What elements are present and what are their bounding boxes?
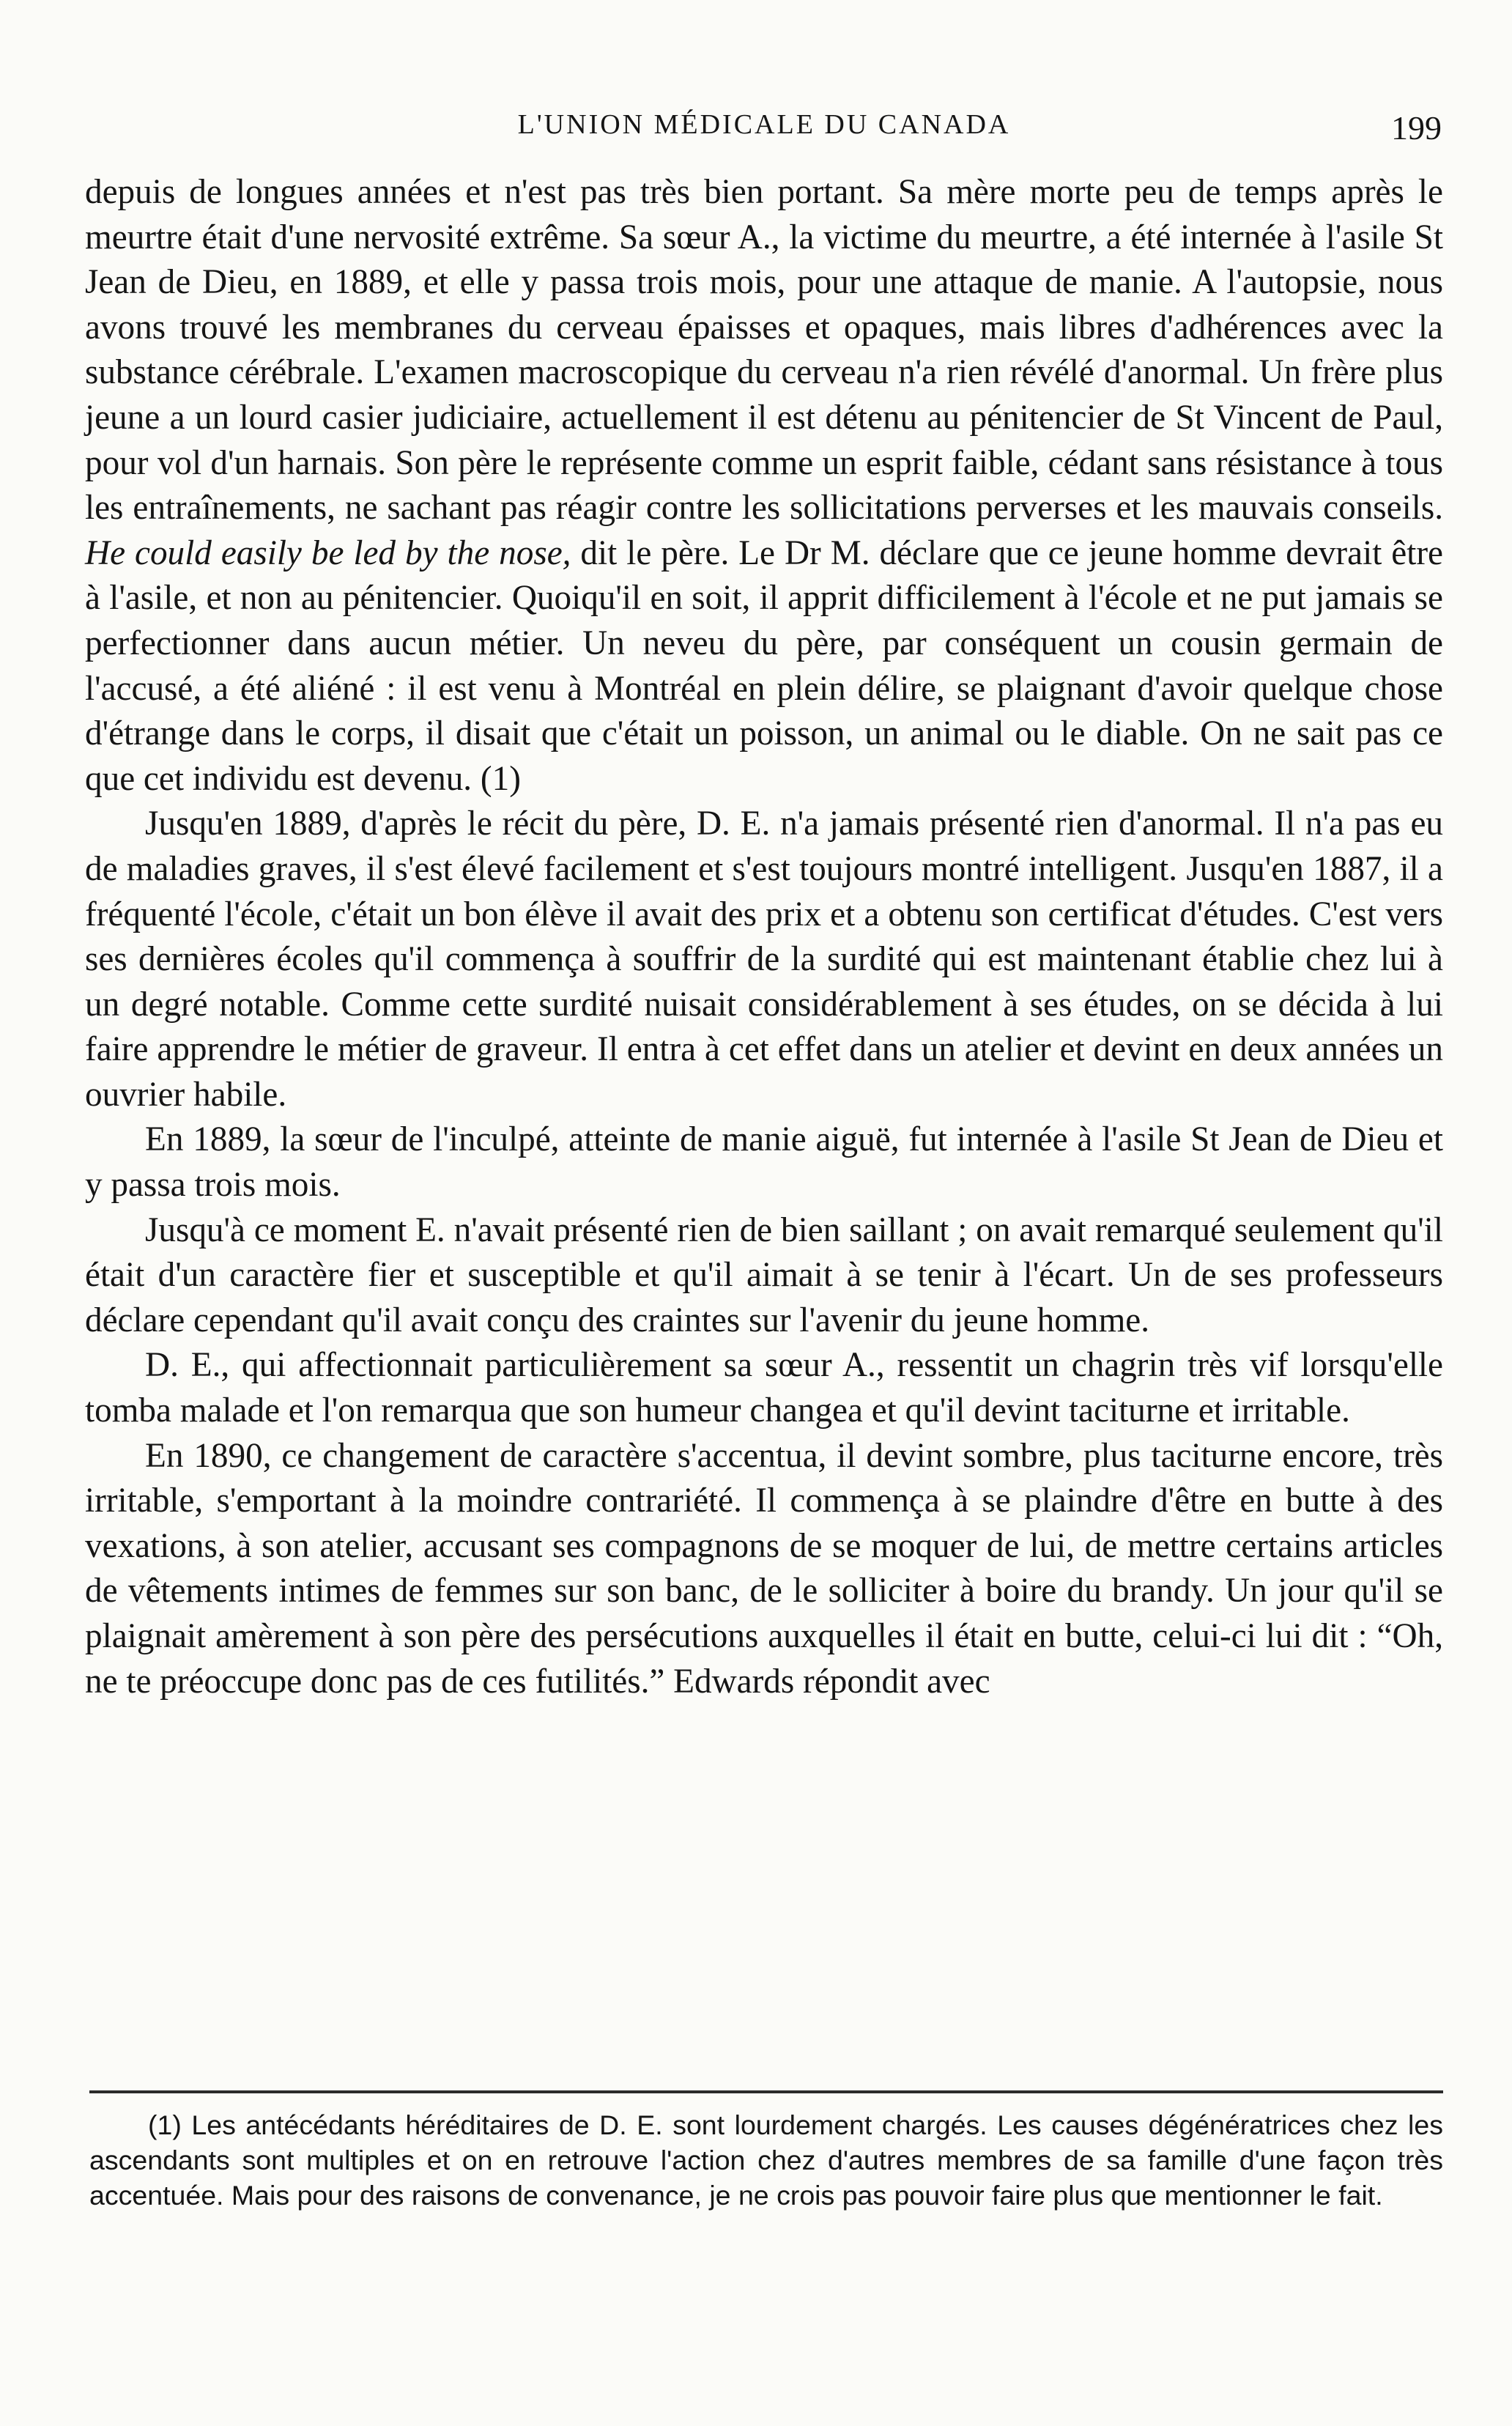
paragraph-sister-internment: En 1889, la sœur de l'inculpé, atteinte de manie aiguë, fut internée à l'asile St Jean de Dieu et y passa trois mois. <box>85 1120 1443 1205</box>
paragraph-grief: D. E., qui affectionnait particulièrement sa sœur A., ressentit un chagrin très vif lorsqu'elle tomba malade et l'on remarqua que son humeur changea et qu'il devint taciturne et irritable. <box>85 1346 1443 1430</box>
paragraph-text: dit le père. Le Dr M. déclare que ce jeune homme devrait être à l'asile, et non au pénitencier. Quoiqu'il en soit, il apprit difficilement à l'école et ne put jamais se perfectionner dans aucun métier. Un neveu du père, par conséquent un cousin germain de l'accusé, a été aliéné : il est venu à Montréal en plein délire, se plaignant d'avoir quelque chose d'étrange dans le corps, il disait que c'était un poisson, un animal ou le diable. On ne sait pas ce que cet individu est devenu. (1) <box>85 533 1443 798</box>
page-number: 199 <box>1391 109 1442 147</box>
footnote-divider <box>89 2090 1443 2093</box>
body-text <box>85 170 1443 1704</box>
english-quote: He could easily be led by the nose, <box>85 533 571 572</box>
journal-title: L'UNION MÉDICALE DU CANADA <box>517 109 1011 140</box>
paragraph-character: Jusqu'à ce moment E. n'avait présenté rien de bien saillant ; on avait remarqué seulement qu'il était d'un caractère fier et susceptible et qu'il aimait à se tenir à l'écart. Un de ses professeurs déclare cependant qu'il avait conçu des craintes sur l'avenir du jeune homme. <box>85 1210 1443 1339</box>
paragraph-text: depuis de longues années et n'est pas très bien portant. Sa mère morte peu de temps après le meurtre était d'une nervosité extrême. Sa sœur A., la victime du meurtre, a été internée à l'asile St Jean de Dieu, en 1889, et elle y passa trois mois, pour une attaque de manie. A l'autopsie, nous avons trouvé les membranes du cerveau épaisses et opaques, mais libres d'adhérences avec la substance cérébrale. L'examen macroscopique du cerveau n'a rien révélé d'anormal. Un frère plus jeune a un lourd casier judiciaire, actuellement il est détenu au pénitencier de St Vincent de Paul, pour vol d'un harnais. Son père le représente comme un esprit faible, cédant sans résistance à tous les entraînements, ne sachant pas réagir contre les sollicitations perverses et les mauvais conseils. <box>85 173 1443 528</box>
paragraph-family-history <box>85 170 1443 802</box>
paragraph-childhood: Jusqu'en 1889, d'après le récit du père, D. E. n'a jamais présenté rien d'anormal. Il n'a pas eu de maladies graves, il s'est élevé facilement et s'est toujours montré intelligent. Jusqu'en 1887, il a fréquenté l'école, c'était un bon élève il avait des prix et a obtenu son certificat d'études. C'est vers ses dernières écoles qu'il commença à souffrir de la surdité qui est maintenant établie chez lui à un degré notable. Comme cette surdité nuisait considérablement à ses études, on se décida à lui faire apprendre le métier de graveur. Il entra à cet effet dans un atelier et devint en deux années un ouvrier habile. <box>85 805 1443 1114</box>
footnote <box>89 2107 1443 2213</box>
footnote-text: (1) Les antécédants héréditaires de D. E. sont lourdement chargés. Les causes dégénératrices chez les ascendants sont multiples et on en retrouve l'action chez d'autres membres de sa famille d'une façon très accentuée. Mais pour des raisons de convenance, je ne crois pas pouvoir faire plus que mentionner le fait. <box>89 2109 1443 2211</box>
paragraph-persecution: En 1890, ce changement de caractère s'accentua, il devint sombre, plus taciturne encore, très irritable, s'emportant à la moindre contrariété. Il commença à se plaindre d'être en butte à des vexations, à son atelier, accusant ses compagnons de se moquer de lui, de mettre certains articles de vêtements intimes de femmes sur son banc, de le solliciter à boire du brandy. Un jour qu'il se plaignait amèrement à son père des persécutions auxquelles il était en butte, celui-ci lui dit : “Oh, ne te préoccupe donc pas de ces futilités.” Edwards répondit avec <box>85 1436 1443 1701</box>
running-header <box>86 108 1442 152</box>
